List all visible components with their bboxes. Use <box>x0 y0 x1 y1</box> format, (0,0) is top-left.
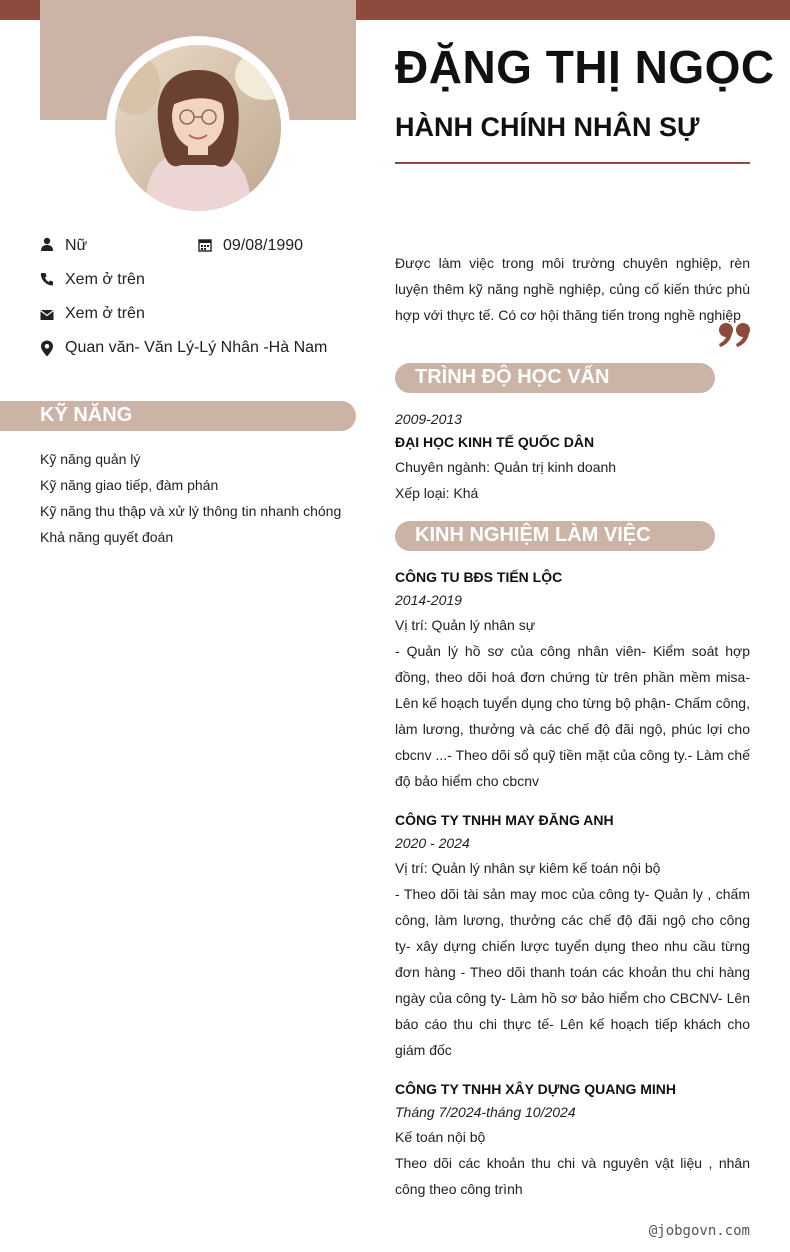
skill-item: Kỹ năng quản lý <box>40 451 141 467</box>
education-period: 2009-2013 <box>395 411 462 427</box>
job-title: HÀNH CHÍNH NHÂN SỰ <box>395 112 700 142</box>
job-company: CÔNG TY TNHH XÂY DỰNG QUANG MINH <box>395 1081 676 1097</box>
job-position: Kế toán nội bộ <box>395 1129 486 1145</box>
phone-icon <box>40 272 54 286</box>
location-pin-icon <box>40 340 54 357</box>
job-company: CÔNG TU BĐS TIẾN LỘC <box>395 569 563 585</box>
skills-heading-bar <box>0 401 356 431</box>
title-divider <box>395 162 750 164</box>
career-objective: Được làm việc trong môi trường chuyên nghiệp, rèn luyện thêm kỹ năng nghề nghiệp, củng cố kiến thức phù hợp với thực tế. Có cơ hội thăng tiến trong nghề nghiệp <box>395 255 750 323</box>
education-heading-bar <box>395 363 715 393</box>
job-period: 2020 - 2024 <box>395 835 470 851</box>
candidate-name: ĐẶNG THỊ NGỌC <box>395 41 775 93</box>
skill-item: Khả năng quyết đoán <box>40 529 174 545</box>
job-description: - Quản lý hồ sơ của công nhân viên- Kiểm soát hợp đồng, theo dõi hoá đơn chứng từ trên phần mềm misa- Lên kế hoạch tuyển dụng cho từng bộ phận- Chấm công, làm lương, thưởng và các chế độ đãi ngộ, phúc lợi cho cbcnv ...- Theo dõi sổ quỹ tiền mặt của công ty.- Làm chế độ bảo hiểm cho cbcnv <box>395 643 750 789</box>
experience-heading-bar <box>395 521 715 551</box>
avatar <box>115 45 281 211</box>
job-description: Theo dõi các khoản thu chi và nguyên vật liệu , nhân công theo công trình <box>395 1155 750 1197</box>
phone-value: Xem ở trên <box>65 271 145 288</box>
email-value: Xem ở trên <box>65 305 145 322</box>
education-school: ĐẠI HỌC KINH TẾ QUỐC DÂN <box>395 434 595 450</box>
job-position: Vị trí: Quản lý nhân sự <box>395 617 536 633</box>
job-company: CÔNG TY TNHH MAY ĐĂNG ANH <box>395 812 614 828</box>
experience-heading: KINH NGHIỆM LÀM VIỆC <box>415 524 651 546</box>
calendar-icon <box>198 238 212 252</box>
skill-item: Kỹ năng thu thập và xử lý thông tin nhanh chóng <box>40 503 342 519</box>
person-icon <box>40 237 54 251</box>
skills-heading: KỸ NĂNG <box>40 404 133 426</box>
address-value: Quan văn- Văn Lý-Lý Nhân -Hà Nam <box>65 339 328 356</box>
dob-value: 09/08/1990 <box>223 237 304 254</box>
job-period: 2014-2019 <box>395 592 462 608</box>
education-heading: TRÌNH ĐỘ HỌC VẤN <box>415 366 610 388</box>
skill-item: Kỹ năng giao tiếp, đàm phán <box>40 477 219 493</box>
job-period: Tháng 7/2024-tháng 10/2024 <box>395 1104 576 1120</box>
gender-value: Nữ <box>65 237 88 254</box>
education-grade: Xếp loại: Khá <box>395 485 479 501</box>
education-major: Chuyên ngành: Quản trị kinh doanh <box>395 459 617 475</box>
email-icon <box>40 308 54 322</box>
quote-icon <box>718 322 752 348</box>
job-position: Vị trí: Quản lý nhân sự kiêm kế toán nội bộ <box>395 860 661 876</box>
footer-watermark: @jobgovn.com <box>648 1223 750 1239</box>
job-description: - Theo dõi tài sản may moc của công ty- Quản ly , chấm công, làm lương, thưởng các chế độ đãi ngộ cho công ty- xây dựng chiến lược tuyển dụng theo nhu cầu từng đơn hàng - Theo dõi thanh toán các khoản thu chi hàng ngày của công ty- Làm hồ sơ bảo hiểm cho CBCNV- Lên báo cáo thu chi thực tế- Lên kế hoạch tiếp khách cho giám đốc <box>395 886 750 1058</box>
